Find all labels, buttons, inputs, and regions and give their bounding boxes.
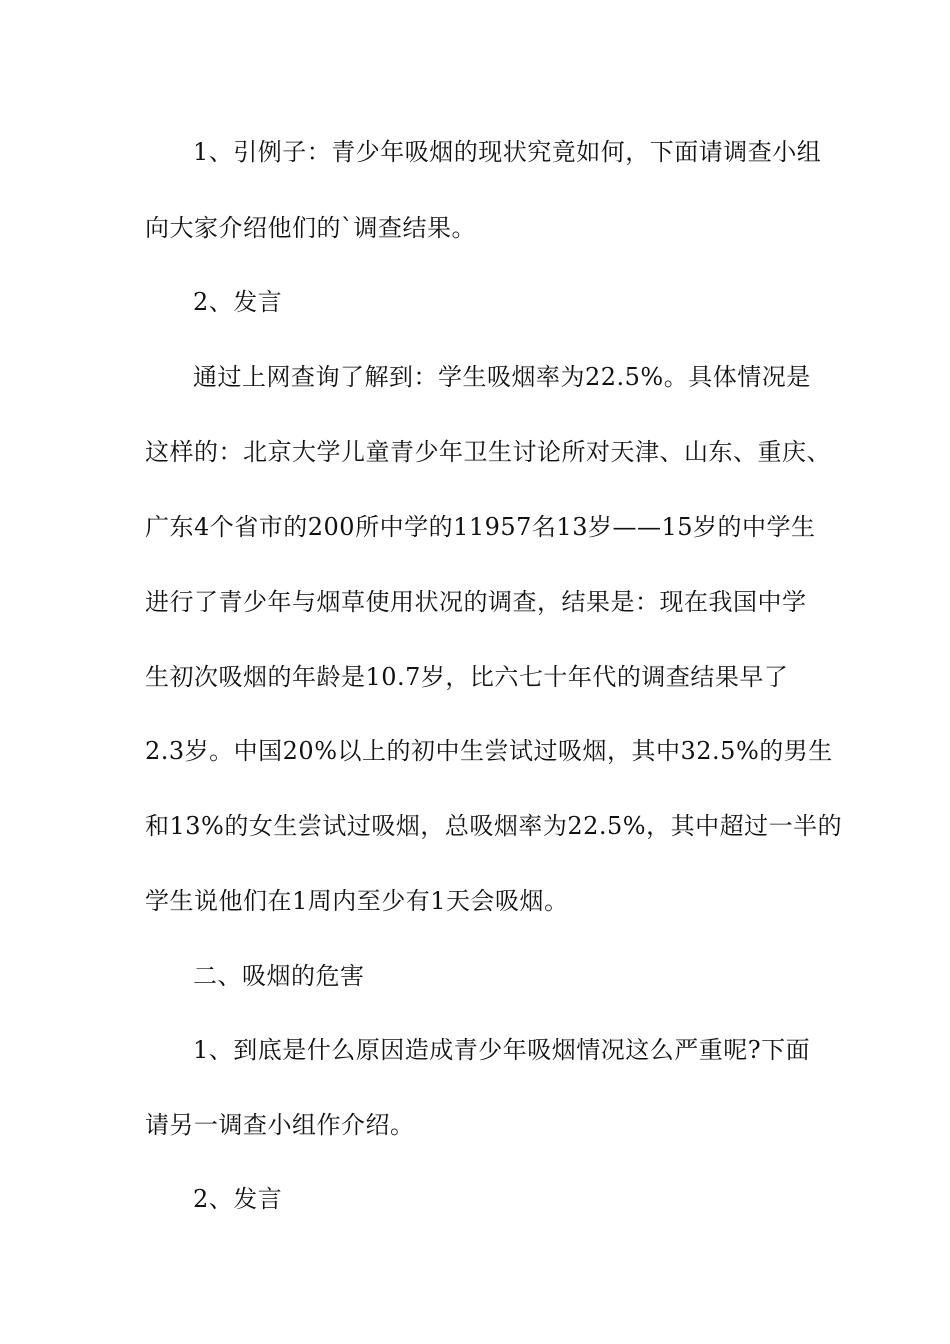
paragraph-line: 学生说他们在1周内至少有1天会吸烟。 — [145, 887, 569, 915]
paragraph-line: 生初次吸烟的年龄是10.7岁，比六七十年代的调查结果早了 — [145, 663, 789, 691]
paragraph-line: 2、发言 — [193, 288, 283, 316]
paragraph-line: 和13%的女生尝试过吸烟，总吸烟率为22.5%，其中超过一半的 — [145, 812, 843, 840]
paragraph-line: 1、引例子：青少年吸烟的现状究竟如何，下面请调查小组 — [193, 138, 822, 166]
paragraph-line: 广东4个省市的200所中学的11957名13岁——15岁的中学生 — [145, 513, 816, 541]
paragraph-line: 向大家介绍他们的`调查结果。 — [145, 214, 476, 242]
paragraph-line: 通过上网查询了解到：学生吸烟率为22.5%。具体情况是 — [193, 363, 811, 391]
paragraph-line: 请另一调查小组作介绍。 — [145, 1111, 415, 1139]
paragraph-line: 2.3岁。中国20%以上的初中生尝试过吸烟，其中32.5%的男生 — [145, 737, 833, 765]
paragraph-line: 这样的：北京大学儿童青少年卫生讨论所对天津、山东、重庆、 — [145, 438, 831, 466]
paragraph-line: 1、到底是什么原因造成青少年吸烟情况这么严重呢?下面 — [193, 1036, 811, 1064]
section-heading: 二、吸烟的危害 — [193, 962, 365, 990]
paragraph-line: 进行了青少年与烟草使用状况的调查，结果是：现在我国中学 — [145, 588, 807, 616]
paragraph-line: 2、发言 — [193, 1185, 283, 1213]
